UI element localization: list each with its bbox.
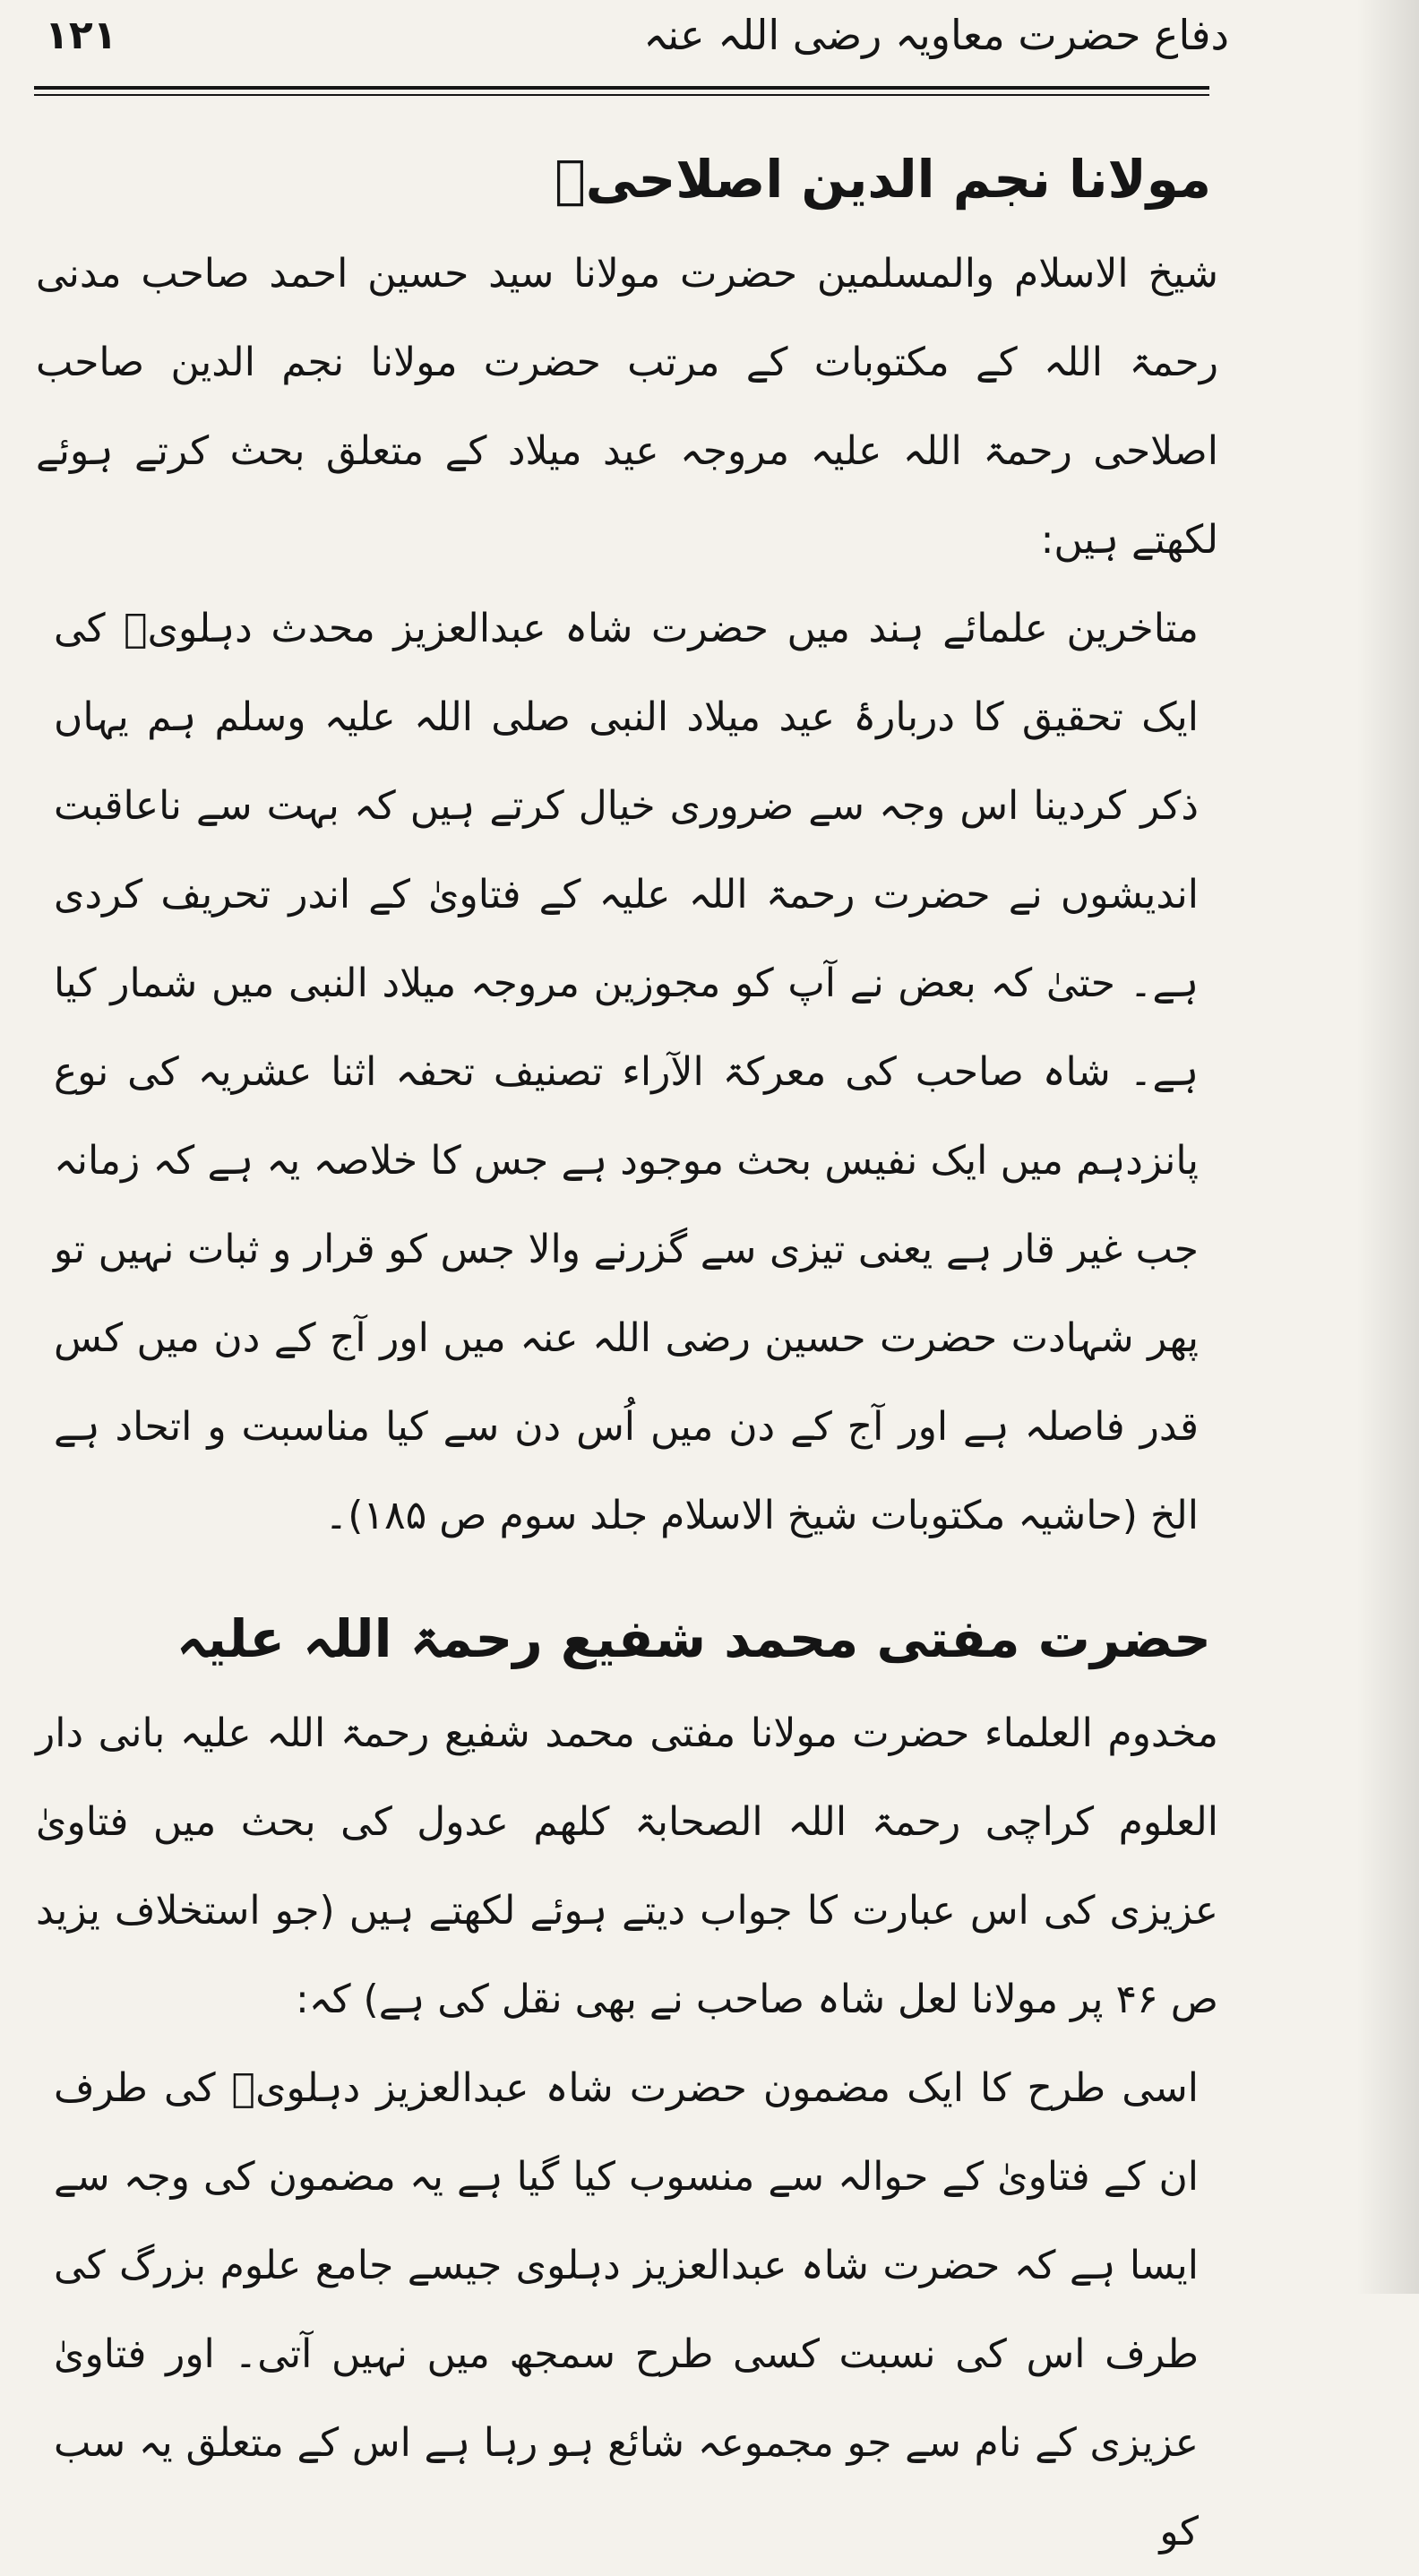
- quote-mufti-shafi: اسی طرح کا ایک مضمون حضرت شاہ عبدالعزیز دہلویؒ کی طرف ان کے فتاویٰ کے حوالہ سے منسوب کیا گیا ہے یہ مضمون کی وجہ سے ایسا ہے کہ حضرت شاہ عبدالعزیز دہلوی جیسے جامع علوم بزرگ کی طرف اس کی نسبت کسی طرح سمجھ میں نہیں آتی۔ اور فتاویٰ عزیزی کے نام سے جو مجموعہ شائع ہو رہا ہے اس کے متعلق یہ سب کو: [54, 2065, 1199, 2554]
- page-edge-shadow: [1356, 0, 1419, 2294]
- page-header: [0, 0, 1419, 99]
- paragraph-intro-islahi: شیخ الاسلام والمسلمین حضرت مولانا سید حسین احمد صاحب مدنی رحمۃ اللہ کے مکتوبات کے مرتب حضرت مولانا نجم الدین صاحب اصلاحی رحمۃ اللہ علیہ مروجہ عید میلاد کے متعلق بحث کرتے ہوئے لکھتے ہیں:: [36, 251, 1218, 563]
- header-rule-thin: [34, 94, 1209, 96]
- running-title: دفاع حضرت معاویہ رضی اللہ عنہ: [643, 11, 1229, 59]
- paragraph-intro-mufti-shafi: مخدوم العلماء حضرت مولانا مفتی محمد شفیع رحمۃ اللہ علیہ بانی دار العلوم کراچی رحمۃ اللہ الصحابۃ کلھم عدول کی بحث میں فتاویٰ عزیزی کی اس عبارت کا جواب دیتے ہوئے لکھتے ہیں (جو استخلاف یزید ص ۴۶ پر مولانا لعل شاہ صاحب نے بھی نقل کی ہے) کہ:: [36, 1710, 1218, 2022]
- section-heading-najmuddin-islahi: مولانا نجم الدین اصلاحیؒ: [554, 149, 1211, 210]
- section-heading-mufti-shafi: حضرت مفتی محمد شفیع رحمۃ اللہ علیہ: [176, 1608, 1211, 1669]
- page-number: ۱۲۱: [45, 13, 117, 58]
- header-rule-thick: [34, 86, 1209, 90]
- quote-islahi: متاخرین علمائے ہند میں حضرت شاہ عبدالعزیز محدث دہلویؒ کی ایک تحقیق کا دربارۂ عید میلاد النبی صلی اللہ علیہ وسلم ہم یہاں ذکر کردینا اس وجہ سے ضروری خیال کرتے ہیں کہ بہت سے ناعاقبت اندیشوں نے حضرت رحمۃ اللہ علیہ کے فتاویٰ کے اندر تحریف کردی ہے۔ حتیٰ کہ بعض نے آپ کو مجوزین مروجہ میلاد النبی میں شمار کیا ہے۔ شاہ صاحب کی معرکۃ الآراء تصنیف تحفہ اثنا عشریہ کی نوع پانزدہم میں ایک نفیس بحث موجود ہے جس کا خلاصہ یہ ہے کہ زمانہ جب غیر قار ہے یعنی تیزی سے گزرنے والا جس کو قرار و ثبات نہیں تو پھر شہادت حضرت حسین رضی اللہ عنہ میں اور آج کے دن میں کس قدر فاصلہ ہے اور آج کے دن میں اُس دن سے کیا مناسبت و اتحاد ہے الخ (حاشیہ مکتوبات شیخ الاسلام جلد سوم ص ۱۸۵)۔: [54, 606, 1199, 1538]
- page-body: [36, 100, 1218, 2576]
